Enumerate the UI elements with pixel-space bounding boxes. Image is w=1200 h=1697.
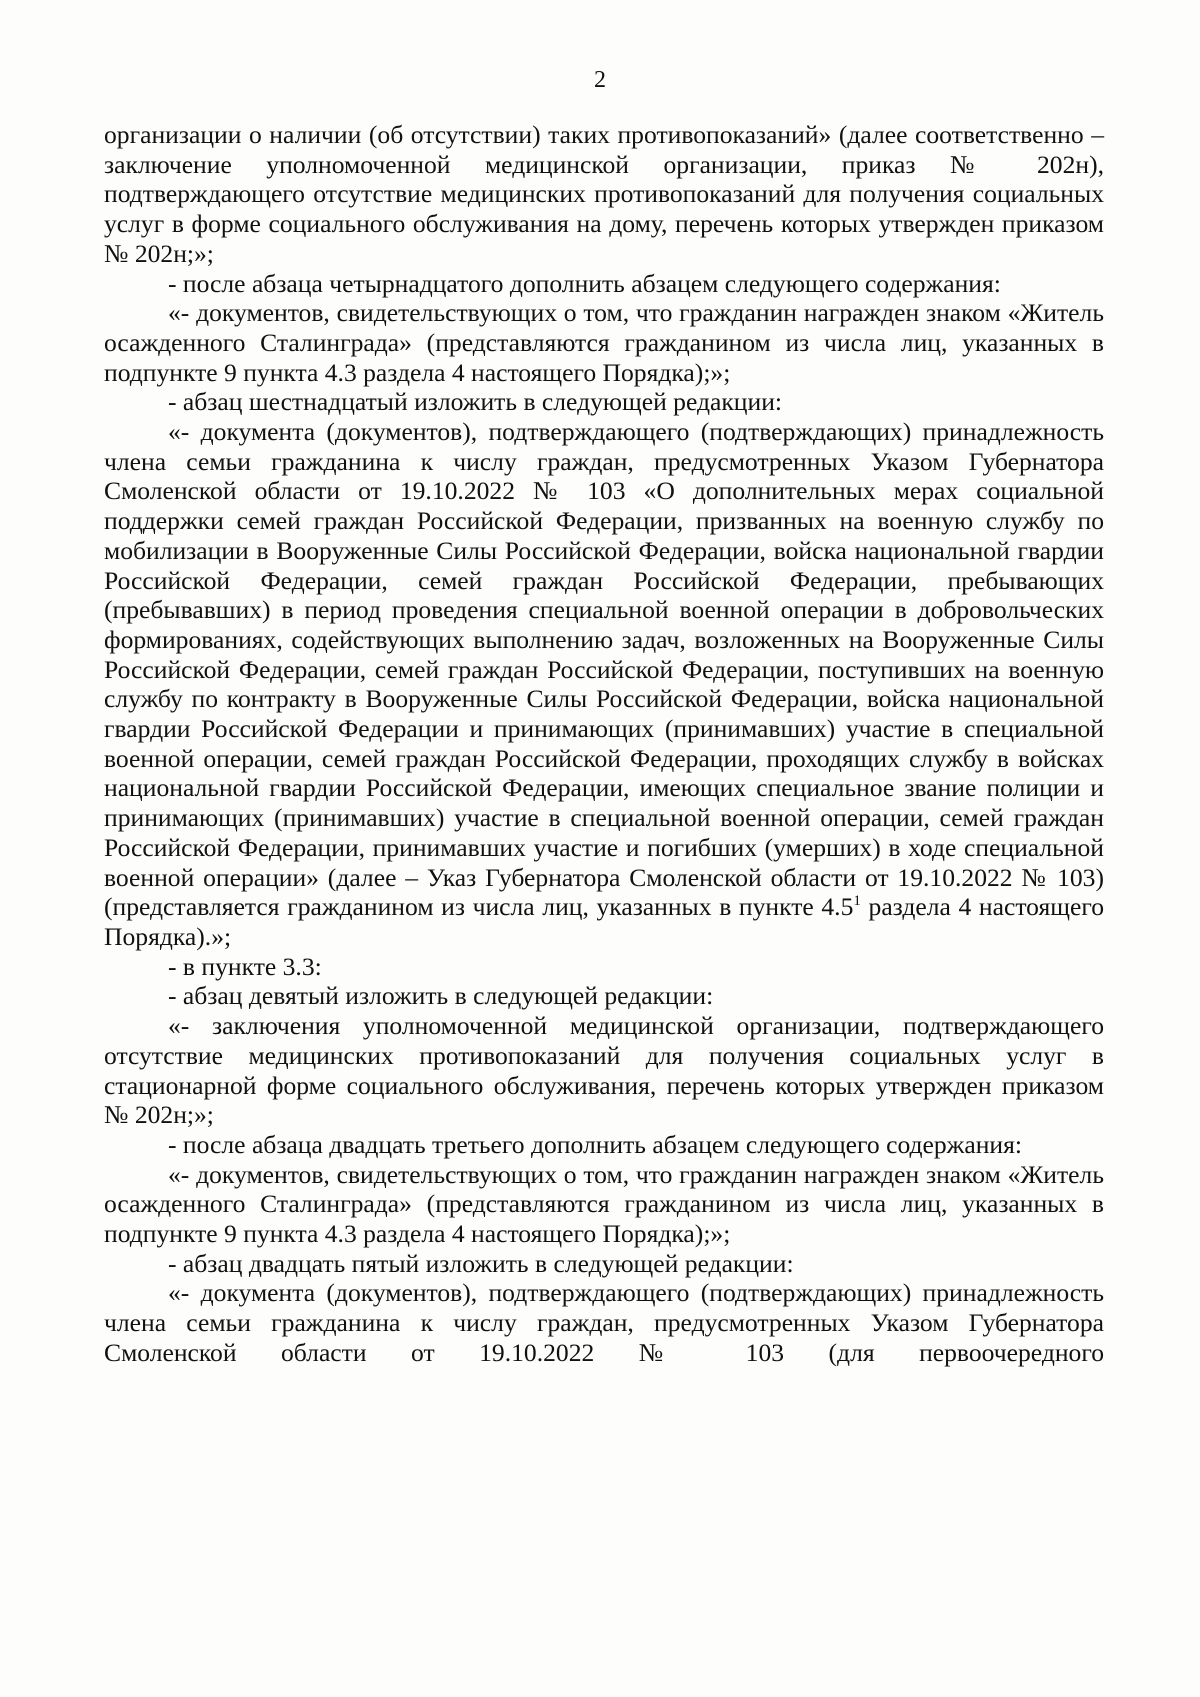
paragraph-text: раздела 4 настоящего Порядка).»; — [104, 892, 1104, 951]
paragraph-amendment-instruction: - абзац шестнадцатый изложить в следующей редакции: — [168, 387, 783, 417]
paragraph-family-membership-documents — [104, 417, 1104, 952]
paragraph-continuation: организации о наличии (об отсутствии) таких противопоказаний» (далее соответственно – заключение уполномоченной медицинской организации, приказ № 202н), подтверждающего отсутствие медицинских противопоказаний для получения социальных услуг в форме социального обслуживания на дому, перечень которых утвержден приказом № 202н;»; — [104, 120, 1104, 268]
paragraph-text: «- документа (документов), подтверждающего (подтверждающих) принадлежность члена семьи гражданина к числу граждан, предусмотренных Указом Губернатора Смоленской области от 19.10.2022 № 103 «О дополнительных мерах социальной поддержки семей граждан Российской Федерации, призванных на военную службу по мобилизации в Вооруженные Силы Российской Федерации, войска национальной гвардии Российской Федерации, семей граждан Российской Федерации, пребывающих (пребывавших) в период проведения специальной военной операции в добровольческих формированиях, содействующих выполнению задач, возложенных на Вооруженные Силы Российской Федерации, семей граждан Российской Федерации, поступивших на военную службу по контракту в Вооруженные Силы Российской Федерации, войска национальной гвардии Российской Федерации и принимающих (принимавших) участие в специальной военной операции, семей граждан Российской Федерации, проходящих службу в войсках национальной гвардии Российской Федерации, имеющих специальное звание полиции и принимающих (принимавших) участие в специальной военной операции, семей граждан Российской Федерации, принимавших участие и погибших (умерших) в ходе специальной военной операции» (далее – Указ Губернатора Смоленской области от 19.10.2022 № 103) (представляется гражданином из числа лиц, указанных в пункте 4.5 — [104, 417, 1104, 922]
paragraph-amendment-instruction: - после абзаца двадцать третьего дополнить абзацем следующего содержания: — [168, 1129, 1023, 1159]
paragraph-amendment-instruction: - абзац девятый изложить в следующей редакции: — [168, 981, 714, 1011]
superscript: 1 — [853, 893, 861, 910]
paragraph-amendment-instruction: - после абзаца четырнадцатого дополнить абзацем следующего содержания: — [168, 268, 1001, 298]
paragraph-stalingrad-documents: «- документов, свидетельствующих о том, что гражданин награжден знаком «Житель осажденного Сталинграда» (представляются гражданином из числа лиц, указанных в подпункте 9 пункта 4.3 раздела 4 настоящего Порядка);»; — [104, 1159, 1104, 1249]
paragraph-point-reference: - в пункте 3.3: — [168, 951, 322, 981]
document-body — [104, 120, 1104, 1367]
paragraph-family-membership-documents: «- документа (документов), подтверждающего (подтверждающих) принадлежность члена семьи гражданина к числу граждан, предусмотренных Указом Губернатора Смоленской области от 19.10.2022 № 103 (для первоочередного — [104, 1278, 1104, 1367]
paragraph-medical-conclusion: «- заключения уполномоченной медицинской организации, подтверждающего отсутствие медицинских противопоказаний для получения социальных услуг в стационарной форме социального обслуживания, перечень которых утвержден приказом № 202н;»; — [104, 1011, 1104, 1130]
page-number: 2 — [594, 67, 606, 93]
paragraph-stalingrad-documents: «- документов, свидетельствующих о том, что гражданин награжден знаком «Житель осажденного Сталинграда» (представляются гражданином из числа лиц, указанных в подпункте 9 пункта 4.3 раздела 4 настоящего Порядка);»; — [104, 298, 1104, 387]
paragraph-amendment-instruction: - абзац двадцать пятый изложить в следующей редакции: — [168, 1248, 794, 1278]
